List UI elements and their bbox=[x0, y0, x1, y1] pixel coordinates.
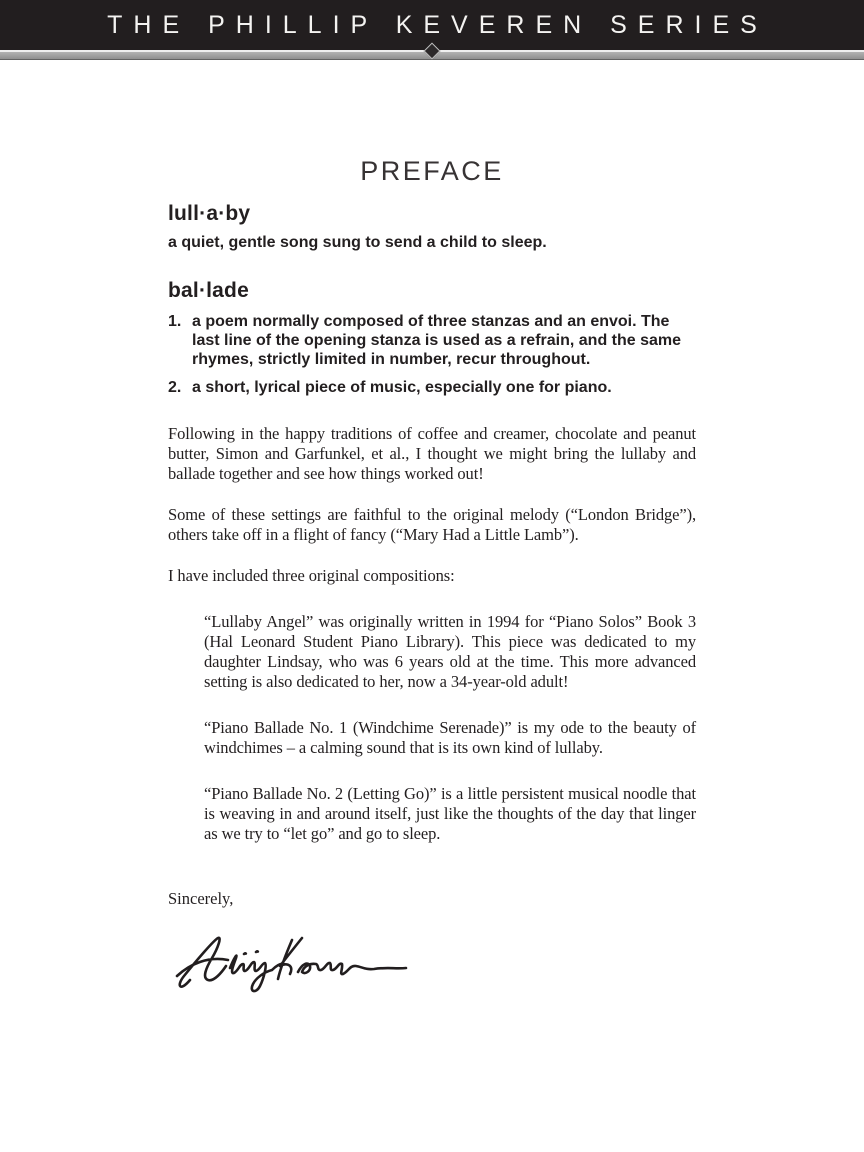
body-paragraph: Following in the happy traditions of coffee and creamer, chocolate and peanut butter, Simon and Garfunkel, et al., I thought we might bring the lullaby and ballade together and see how things worked out! bbox=[168, 424, 696, 483]
definition-text-lullaby: a quiet, gentle song sung to send a child to sleep. bbox=[168, 234, 547, 251]
signature-handwriting bbox=[174, 926, 409, 998]
definition-lullaby bbox=[168, 202, 696, 252]
list-item bbox=[168, 378, 696, 397]
definition-term-ballade: bal·lade bbox=[168, 279, 249, 302]
indented-paragraph: “Piano Ballade No. 2 (Letting Go)” is a little persistent musical noodle that is weaving in and around itself, just like the thoughts of the day that linger as we try to “let go” and go to sleep. bbox=[204, 784, 696, 843]
sense-text: a short, lyrical piece of music, especially one for piano. bbox=[192, 379, 612, 396]
definition-term-lullaby: lull·a·by bbox=[168, 202, 251, 225]
closing-salutation: Sincerely, bbox=[168, 889, 234, 908]
preface-page bbox=[168, 156, 696, 1003]
definition-senses-list bbox=[168, 312, 696, 397]
series-header bbox=[0, 0, 864, 60]
indented-paragraph: “Lullaby Angel” was originally written in 1994 for “Piano Solos” Book 3 (Hal Leonard Student Piano Library). This piece was dedicated to my daughter Lindsay, who was 6 years old at the time. This more advanced setting is also dedicated to her, now a 34-year-old adult! bbox=[204, 612, 696, 691]
sense-number: 1. bbox=[168, 313, 182, 330]
sense-text: a poem normally composed of three stanzas and an envoi. The last line of the opening stanza is used as a refrain, and the same rhymes, strictly limited in number, recur throughout. bbox=[192, 313, 682, 368]
series-title: THE PHILLIP KEVEREN SERIES bbox=[107, 10, 768, 39]
list-item bbox=[168, 312, 696, 369]
signature-image bbox=[174, 926, 696, 1003]
sense-number: 2. bbox=[168, 379, 182, 396]
definition-ballade bbox=[168, 279, 696, 397]
indented-paragraph: “Piano Ballade No. 1 (Windchime Serenade)” is my ode to the beauty of windchimes – a calming sound that is its own kind of lullaby. bbox=[204, 718, 696, 757]
body-paragraph: Some of these settings are faithful to the original melody (“London Bridge”), others take off in a flight of fancy (“Mary Had a Little Lamb”). bbox=[168, 505, 696, 544]
body-paragraph: I have included three original compositions: bbox=[168, 566, 455, 585]
page-title: PREFACE bbox=[360, 156, 504, 186]
